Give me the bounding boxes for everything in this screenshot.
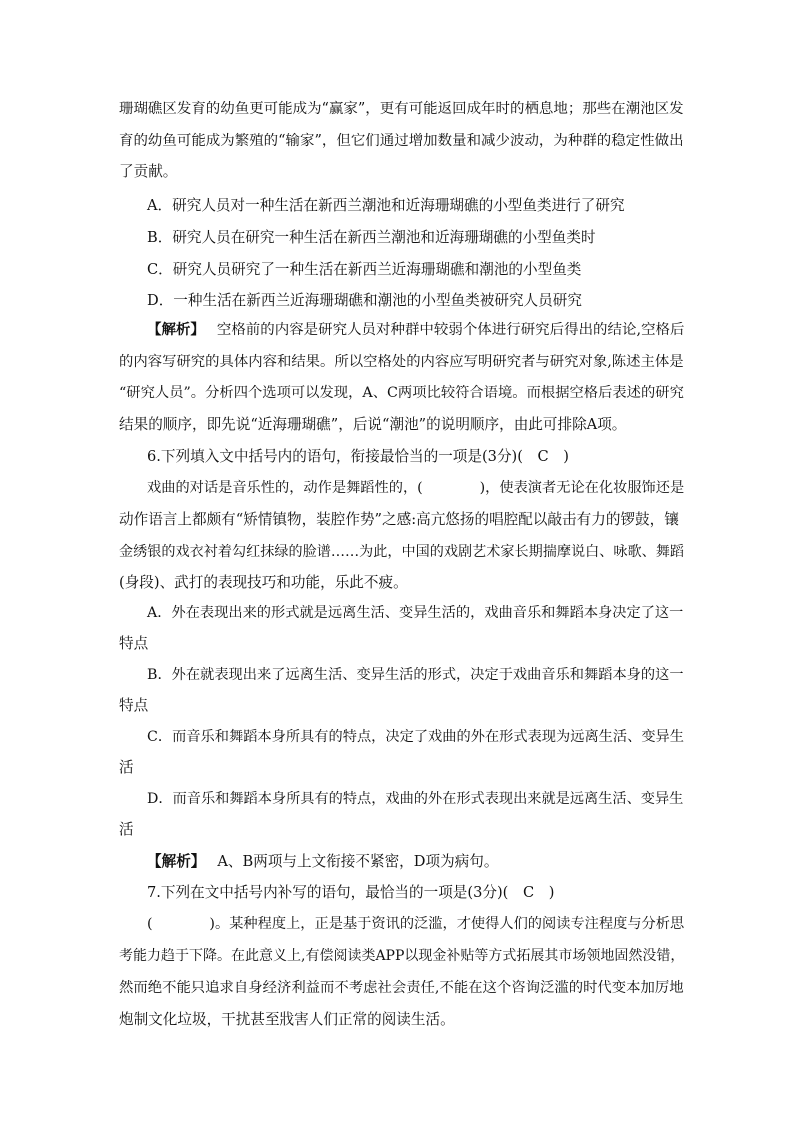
q5-option-d: D．一种生活在新西兰近海珊瑚礁和潮池的小型鱼类被研究人员研究 <box>147 292 582 309</box>
q6-option-b-cont: 特点 <box>119 697 149 714</box>
q6-option-a-cont: 特点 <box>119 635 149 652</box>
q6-option-d: D．而音乐和舞蹈本身所具有的特点，戏曲的外在形式表现出来就是远离生活、变异生 <box>147 791 684 807</box>
paragraph-line: 珊瑚礁区发育的幼鱼更可能成为“赢家”，更有可能返回成年时的栖息地；那些在潮池区发 <box>119 101 684 117</box>
q5-option-c: C．研究人员研究了一种生活在新西兰近海珊瑚礁和潮池的小型鱼类 <box>147 261 582 278</box>
paragraph-line: 育的幼鱼可能成为繁殖的“输家”，但它们通过增加数量和减少波动，为种群的稳定性做出 <box>119 133 684 149</box>
q6-stem: 6.下列填入文中括号内的语句，衔接最恰当的一项是(3分)( C ) <box>147 448 569 465</box>
analysis-tag: 【解析】 <box>147 853 206 870</box>
q6-passage-line: 动作语言上都颇有“矫情镇物，装腔作势”之感:高亢悠扬的唱腔配以敲击有力的锣鼓，镶 <box>119 511 679 528</box>
analysis-line: 的内容写研究的具体内容和结果。所以空格处的内容应写明研究者与研究对象,陈述主体是 <box>119 354 684 370</box>
q6-option-c-cont: 活 <box>119 759 134 776</box>
q7-passage-line: 炮制文化垃圾，干扰甚至戕害人们正常的阅读生活。 <box>119 1011 455 1028</box>
paragraph-line: 了贡献。 <box>119 163 178 180</box>
q7-stem: 7.下列在文中括号内补写的语句，最恰当的一项是(3分)( C ) <box>147 884 555 901</box>
analysis-tag: 【解析】 <box>147 321 205 338</box>
analysis-line: 结果的顺序，即先说“近海珊瑚礁”，后说“潮池”的说明顺序，由此可排除A项。 <box>119 416 627 433</box>
q7-passage-line: 然而绝不能只追求自身经济利益而不考虑社会责任,不能在这个咨询泛滥的时代变本加厉地 <box>119 980 684 996</box>
q6-option-d-cont: 活 <box>119 821 134 838</box>
q6-passage-line: 金绣银的戏衣衬着勾红抹绿的脸谱……为此，中国的戏剧艺术家长期揣摩说白、咏歌、舞蹈 <box>119 544 685 560</box>
q7-passage-line: 考能力趋于下降。在此意义上,有偿阅读类APP以现金补贴等方式拓展其市场领地固然没错， <box>119 948 685 964</box>
analysis-line: “研究人员”。分析四个选项可以发现，A、C两项比较符合语境。而根据空格后表述的研究 <box>119 385 684 401</box>
q5-option-b: B．研究人员在研究一种生活在新西兰潮池和近海珊瑚礁的小型鱼类时 <box>147 229 596 246</box>
q5-option-a: A．研究人员对一种生活在新西兰潮池和近海珊瑚礁的小型鱼类进行了研究 <box>147 197 625 214</box>
q6-passage-line: (身段)、武打的表现技巧和功能，乐此不疲。 <box>119 574 408 591</box>
analysis-text: 空格前的内容是研究人员对种群中较弱个体进行研究后得出的结论,空格后 <box>216 322 685 338</box>
q6-option-b: B．外在就表现出来了远离生活、变异生活的形式，决定于戏曲音乐和舞蹈本身的这一 <box>147 667 684 683</box>
q5-analysis-first-line <box>147 320 684 340</box>
q7-passage-line: ( )。某种程度上，正是基于资讯的泛滥，才使得人们的阅读专注程度与分析思 <box>147 916 685 932</box>
q6-option-c: C．而音乐和舞蹈本身所具有的特点，决定了戏曲的外在形式表现为远离生活、变异生 <box>147 729 684 745</box>
analysis-text: A、B两项与上文衔接不紧密，D项为病句。 <box>217 853 499 870</box>
q6-analysis <box>147 852 498 872</box>
q6-option-a: A．外在表现出来的形式就是远离生活、变异生活的，戏曲音乐和舞蹈本身决定了这一 <box>147 605 684 621</box>
q6-passage-line: 戏曲的对话是音乐性的，动作是舞蹈性的，( )，使表演者无论在化妆服饰还是 <box>147 480 685 496</box>
